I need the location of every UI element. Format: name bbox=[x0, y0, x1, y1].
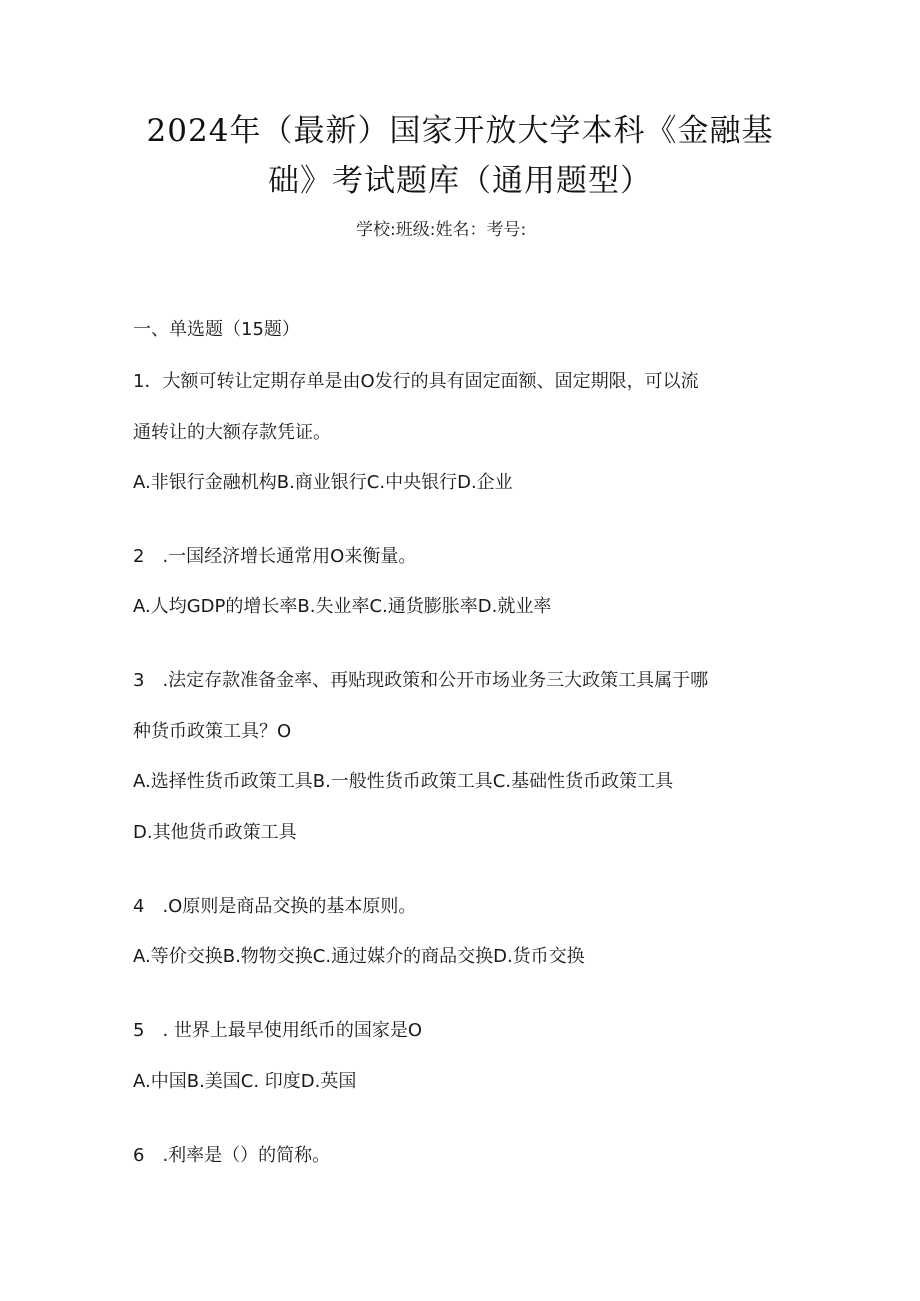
student-info-line: 学校:班级:姓名：考号: bbox=[356, 220, 527, 240]
question-5: 5 . 世界上最早使用纸币的国家是O bbox=[133, 1020, 423, 1041]
question-3-options-line-2: D.其他货币政策工具 bbox=[133, 822, 297, 843]
question-1-line-1: 1．大额可转让定期存单是由O发行的具有固定面额、固定期限，可以流 bbox=[133, 371, 699, 392]
question-4: 4 .O原则是商品交换的基本原则。 bbox=[133, 896, 417, 917]
section-heading: 一、单选题（15题） bbox=[133, 319, 300, 340]
question-3-line-1: 3 .法定存款准备金率、再贴现政策和公开市场业务三大政策工具属于哪 bbox=[133, 670, 709, 691]
question-3-options-line-1: A.选择性货币政策工具B.一般性货币政策工具C.基础性货币政策工具 bbox=[133, 771, 674, 792]
question-2: 2 .一国经济增长通常用O来衡量。 bbox=[133, 546, 417, 567]
question-6: 6 .利率是（）的简称。 bbox=[133, 1145, 331, 1166]
question-3-line-2: 种货币政策工具？O bbox=[133, 721, 292, 742]
question-2-options: A.人均GDP的增长率B.失业率C.通货膨胀率D.就业率 bbox=[133, 596, 552, 617]
question-1-line-2: 通转让的大额存款凭证。 bbox=[133, 422, 331, 443]
question-4-options: A.等价交换B.物物交换C.通过媒介的商品交换D.货币交换 bbox=[133, 946, 585, 967]
question-5-options: A.中国B.美国C. 印度D.英国 bbox=[133, 1071, 357, 1092]
question-1-options: A.非银行金融机构B.商业银行C.中央银行D.企业 bbox=[133, 472, 513, 493]
document-title-line-2: 础》考试题库（通用题型） bbox=[268, 163, 652, 199]
document-title-line-1: 2024年（最新）国家开放大学本科《金融基 bbox=[146, 113, 774, 149]
